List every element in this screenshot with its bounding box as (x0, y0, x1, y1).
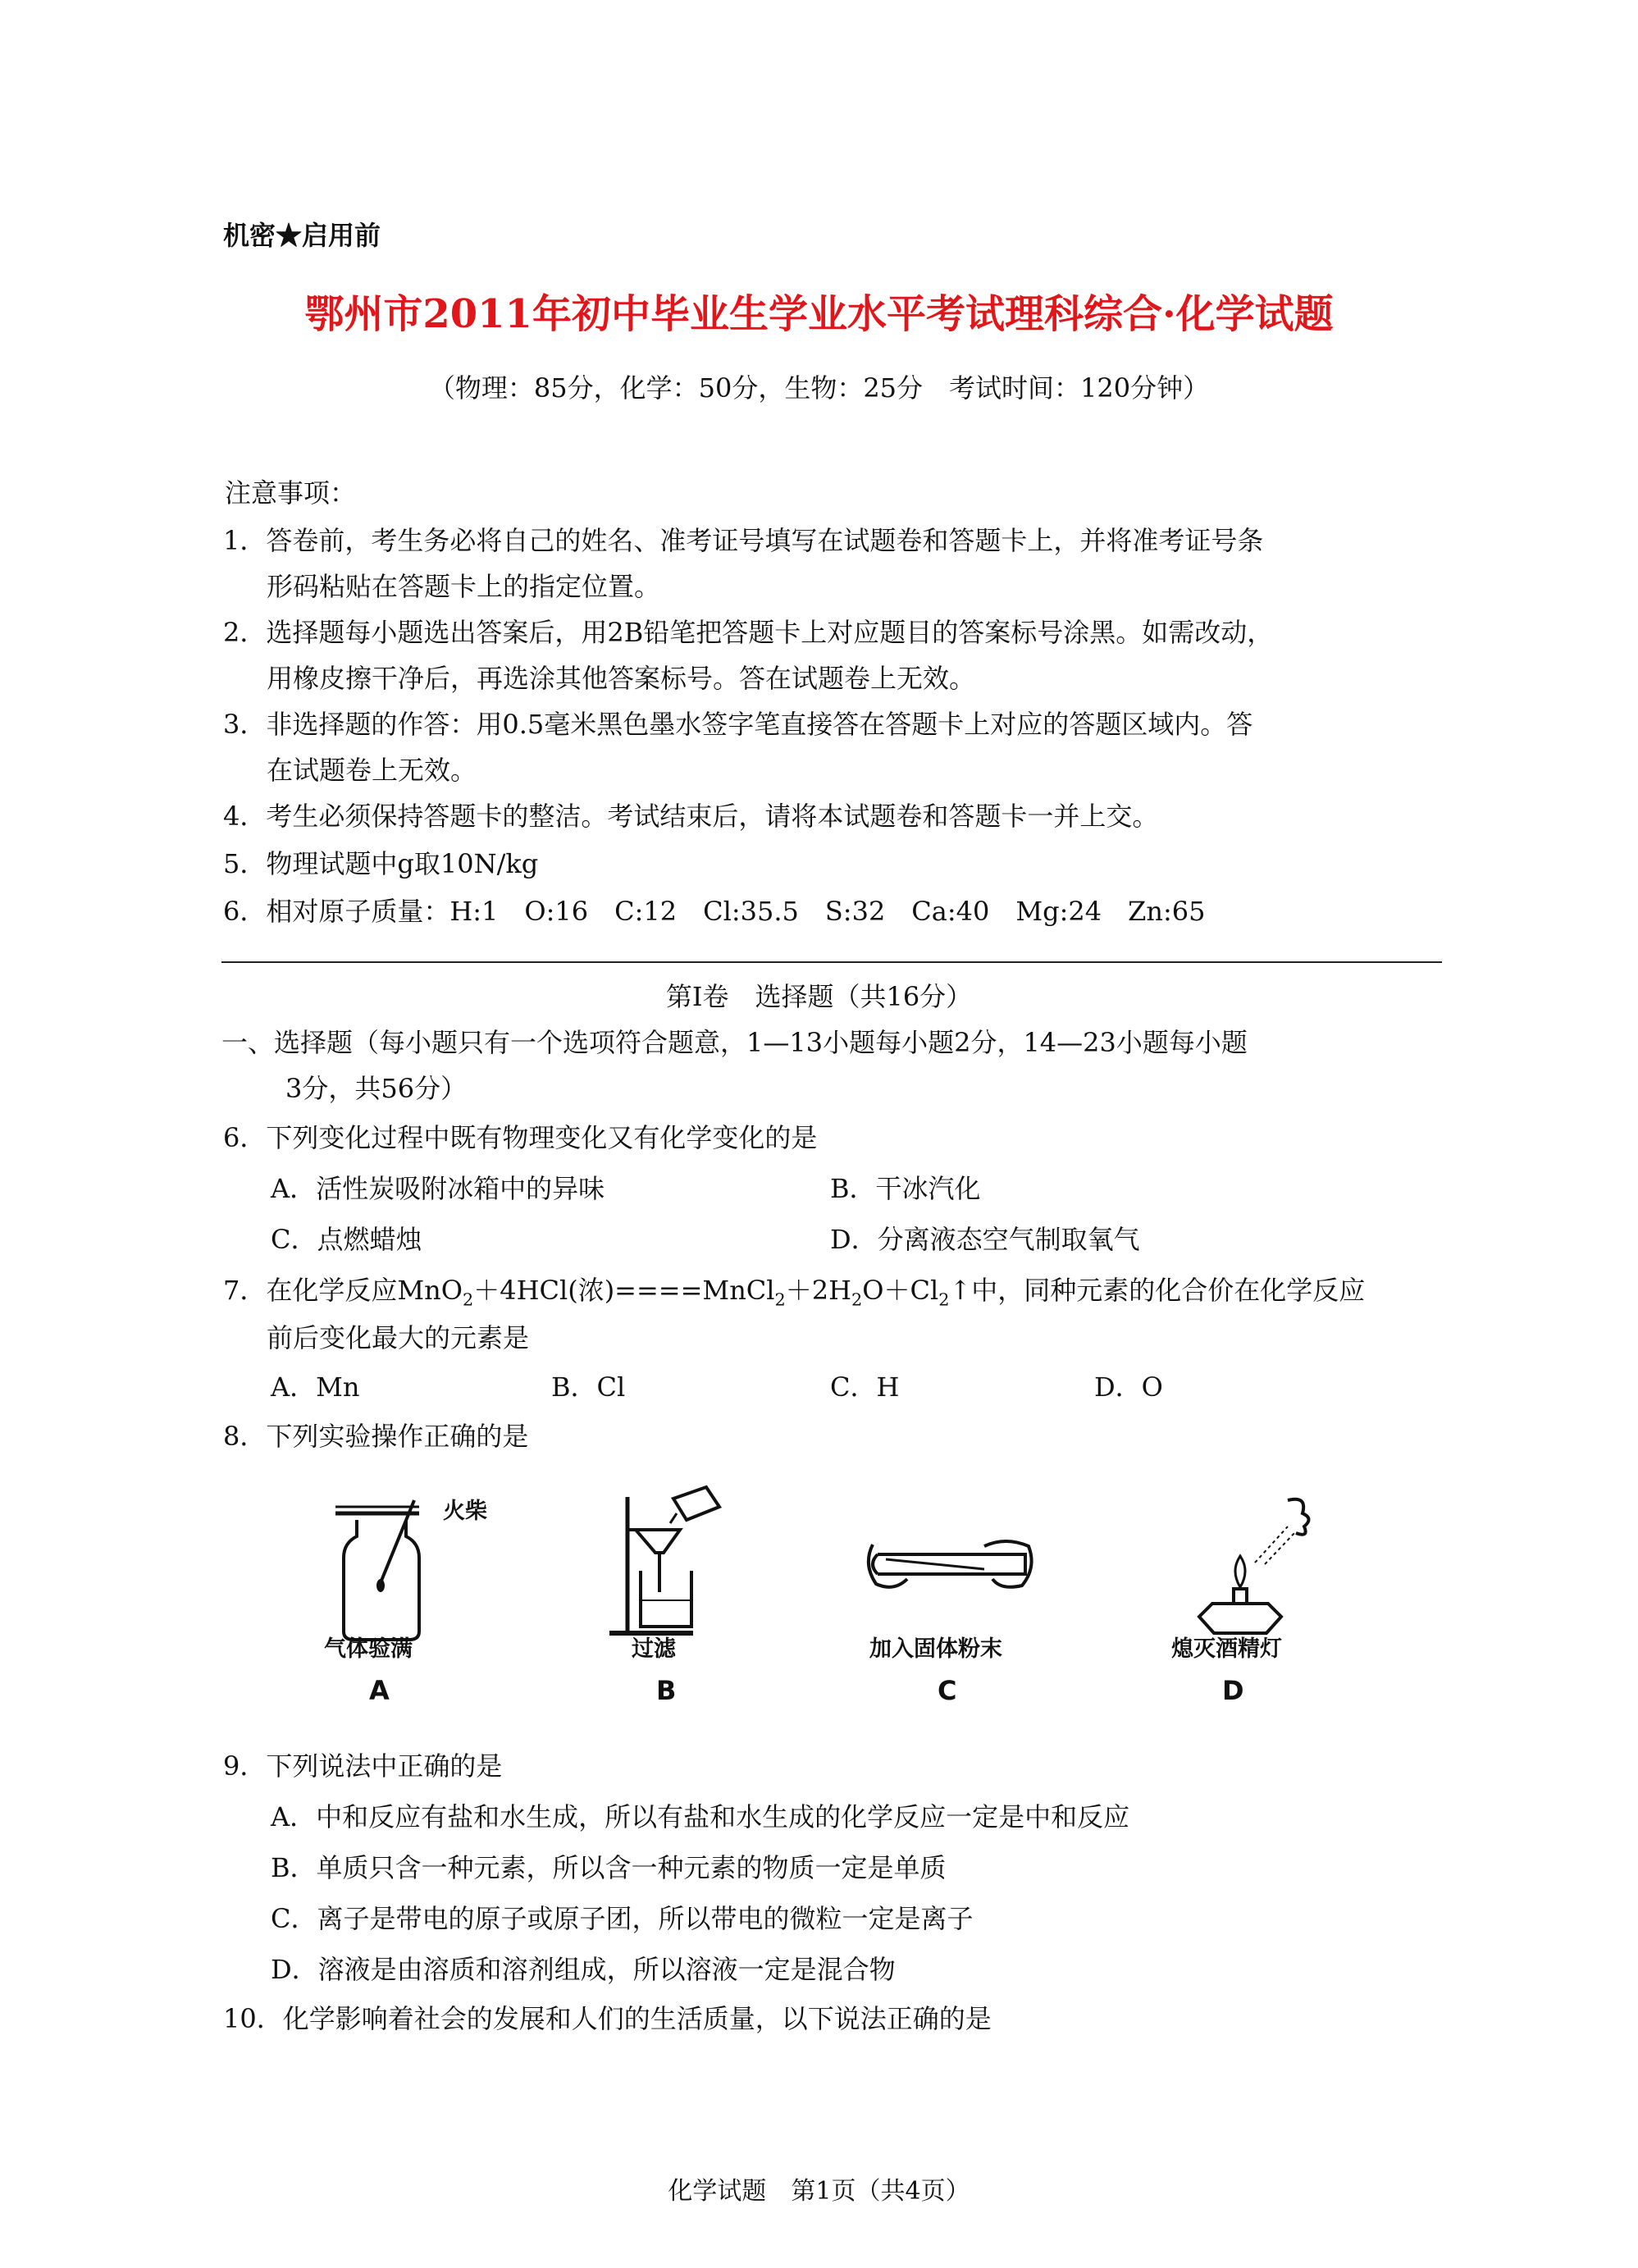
q8-stem: 8．下列实验操作正确的是 (223, 1421, 529, 1452)
q7-option-a: A．Mn (271, 1371, 360, 1403)
q7-option-c: C．H (830, 1371, 900, 1403)
notice-item-4: 4．考生必须保持答题卡的整洁。考试结束后，请将本试题卷和答题卡一并上交。 (223, 801, 1159, 832)
q6-option-b: B．干冰汽化 (830, 1173, 981, 1204)
notice-item-6: 6．相对原子质量：H:1 O:16 C:12 Cl:35.5 S:32 Ca:40 Mg:24 Zn:65 (223, 896, 1206, 927)
alcohol-lamp-figure (1165, 1481, 1329, 1636)
notice-item-1-cont: 形码粘贴在答题卡上的指定位置。 (267, 571, 661, 602)
fig-c-letter: C (938, 1675, 957, 1706)
section-instruction-cont: 3分，共56分） (285, 1073, 468, 1104)
notice-item-2: 2．选择题每小题选出答案后，用2B铅笔把答题卡上对应题目的答案标号涂黑。如需改动， (223, 617, 1274, 648)
q6-stem: 6．下列变化过程中既有物理变化又有化学变化的是 (223, 1122, 818, 1153)
filtration-figure (595, 1481, 742, 1645)
q7-stem: 7．在化学反应MnO$_2$＋4HCl(浓)$====MnCl_2+2H_2O+Cl_2↑$中，同种元素的化合价在化学反应 (223, 1275, 1366, 1310)
notice-item-2-cont: 用橡皮擦干净后，再选涂其他答案标号。答在试题卷上无效。 (267, 663, 976, 694)
notice-heading: 注意事项： (225, 477, 357, 509)
q9-stem: 9．下列说法中正确的是 (223, 1750, 503, 1782)
part-title: 第Ⅰ卷 选择题（共16分） (665, 981, 973, 1012)
fig-c-caption: 加入固体粉末 (869, 1636, 1002, 1662)
fig-d-letter: D (1222, 1675, 1244, 1706)
fig-d-caption: 熄灭酒精灯 (1171, 1636, 1282, 1662)
q7-stem-cont: 前后变化最大的元素是 (267, 1322, 530, 1353)
notice-item-3: 3．非选择题的作答：用0.5毫米黑色墨水签字笔直接答在答题卡上对应的答题区域内。答 (223, 709, 1253, 740)
q9-option-a: A．中和反应有盐和水生成，所以有盐和水生成的化学反应一定是中和反应 (271, 1801, 1130, 1832)
fig-a-caption: 气体验满 (324, 1636, 413, 1662)
q9-option-b: B．单质只含一种元素，所以含一种元素的物质一定是单质 (271, 1852, 947, 1883)
notice-item-3-cont: 在试题卷上无效。 (267, 755, 477, 786)
q10-stem: 10．化学影响着社会的发展和人们的生活质量，以下说法正确的是 (223, 2003, 992, 2034)
confidential-label: 机密★启用前 (223, 220, 381, 251)
q6-option-a: A．活性炭吸附冰箱中的异味 (271, 1173, 605, 1204)
q9-option-d: D．溶液是由溶质和溶剂组成，所以溶液一定是混合物 (271, 1954, 896, 1985)
q7-option-b: B．Cl (551, 1371, 626, 1403)
q9-option-c: C．离子是带电的原子或原子团，所以带电的微粒一定是离子 (271, 1903, 974, 1934)
page-footer: 化学试题 第1页（共4页） (668, 2177, 970, 2206)
fig-b-letter: B (656, 1675, 677, 1706)
exam-title: 鄂州市2011年初中毕业生学业水平考试理科综合·化学试题 (304, 291, 1334, 337)
q6-option-d: D．分离液态空气制取氧气 (830, 1224, 1140, 1255)
divider-line (221, 961, 1442, 963)
fig-a-letter: A (369, 1675, 390, 1706)
notice-item-5: 5．物理试题中g取10N/kg (223, 848, 539, 879)
fig-a-match-label: 火柴 (443, 1499, 487, 1524)
q7-option-d: D．O (1094, 1371, 1163, 1403)
section-instruction: 一、选择题（每小题只有一个选项符合题意，1—13小题每小题2分，14—23小题每小题 (221, 1027, 1248, 1058)
powder-tube-figure (861, 1522, 1042, 1612)
fig-b-caption: 过滤 (632, 1636, 676, 1662)
q6-option-c: C．点燃蜡烛 (271, 1224, 422, 1255)
notice-item-1: 1．答卷前，考生务必将自己的姓名、准考证号填写在试题卷和答题卡上，并将准考证号条 (223, 525, 1264, 556)
exam-subtitle: （物理：85分，化学：50分，生物：25分 考试时间：120分钟） (428, 372, 1210, 404)
